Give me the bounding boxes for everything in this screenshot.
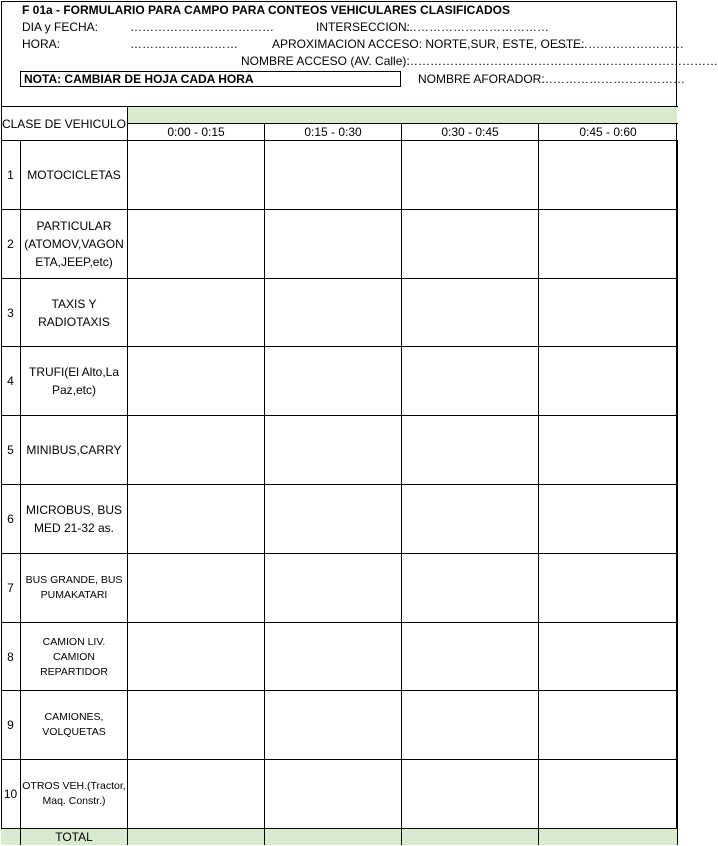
count-cell[interactable] (539, 485, 677, 553)
counter-label: NOMBRE AFORADOR: (418, 72, 545, 86)
row-number: 6 (7, 512, 14, 526)
count-cell[interactable] (128, 485, 264, 553)
row-number: 10 (3, 787, 18, 801)
count-cell[interactable] (265, 279, 401, 347)
count-cell[interactable] (265, 141, 401, 209)
hour-label: HORA: (22, 37, 61, 51)
table-right-line (677, 140, 678, 845)
count-cell[interactable] (402, 347, 538, 415)
interval-header: 0:00 - 0:15 (167, 125, 225, 139)
count-cell[interactable] (539, 347, 677, 415)
count-cell[interactable] (265, 416, 401, 484)
count-cell[interactable] (265, 485, 401, 553)
total-cell[interactable] (402, 829, 538, 845)
vehicle-class-label: CAMIONES, VOLQUETAS (42, 711, 106, 738)
count-cell[interactable] (128, 623, 264, 691)
count-cell[interactable] (402, 279, 538, 347)
count-cell[interactable] (128, 760, 264, 828)
vehicle-class-label: TRUFI(El Alto,La Paz,etc) (28, 365, 120, 397)
total-cell[interactable] (539, 829, 677, 845)
date-label: DIA y FECHA: (22, 20, 99, 34)
count-cell[interactable] (265, 623, 401, 691)
vehicle-class-label: MINIBUS,CARRY (26, 443, 122, 457)
count-cell[interactable] (402, 554, 538, 622)
count-cell[interactable] (128, 416, 264, 484)
count-cell[interactable] (128, 691, 264, 759)
intersection-field[interactable]: ……………………………… (405, 20, 549, 34)
row-number: 2 (7, 237, 14, 251)
vehicle-class-label: MOTOCICLETAS (27, 168, 121, 182)
row-number: 4 (7, 374, 14, 388)
count-cell[interactable] (539, 623, 677, 691)
count-cell[interactable] (128, 279, 264, 347)
vehicle-class-label: CAMION LIV. CAMION REPARTIDOR (40, 635, 108, 678)
interval-header: 0:45 - 0:60 (579, 125, 637, 139)
count-cell[interactable] (402, 691, 538, 759)
count-cell[interactable] (402, 141, 538, 209)
row-number: 1 (7, 168, 14, 182)
vehicle-class-label: BUS GRANDE, BUS PUMAKATARI (25, 574, 123, 601)
row-number: 5 (7, 443, 14, 457)
total-cell[interactable] (128, 829, 264, 845)
approach-field[interactable]: …………………………… (552, 37, 684, 51)
count-cell[interactable] (539, 760, 677, 828)
count-cell[interactable] (402, 416, 538, 484)
date-field[interactable]: ……………………………… (130, 20, 274, 34)
row-number: 7 (7, 581, 14, 595)
count-cell[interactable] (265, 347, 401, 415)
count-cell[interactable] (402, 210, 538, 278)
count-cell[interactable] (265, 760, 401, 828)
vehicle-class-label: PARTICULAR (ATOMOV,VAGON ETA,JEEP,etc) (24, 219, 124, 269)
count-cell[interactable] (128, 210, 264, 278)
count-cell[interactable] (128, 347, 264, 415)
count-cell[interactable] (539, 141, 677, 209)
header-band (127, 107, 677, 123)
vehicle-class-label: MICROBUS, BUS MED 21-32 as. (25, 503, 122, 535)
count-cell[interactable] (539, 554, 677, 622)
count-cell[interactable] (539, 210, 677, 278)
vehicle-class-label: TAXIS Y RADIOTAXIS (38, 297, 110, 329)
hour-field[interactable]: ……………………… (130, 37, 238, 51)
row-number: 9 (7, 718, 14, 732)
count-cell[interactable] (128, 141, 264, 209)
count-cell[interactable] (539, 279, 677, 347)
vehicle-class-label: OTROS VEH.(Tractor, Maq. Constr.) (22, 780, 126, 807)
count-cell[interactable] (539, 691, 677, 759)
approach-label: APROXIMACION ACCESO: NORTE,SUR, ESTE, OESTE: (272, 37, 585, 51)
row-number: 3 (7, 306, 14, 320)
class-header: CLASE DE VEHICULO (1, 116, 127, 131)
count-cell[interactable] (539, 416, 677, 484)
count-cell[interactable] (402, 760, 538, 828)
count-cell[interactable] (402, 623, 538, 691)
count-cell[interactable] (402, 485, 538, 553)
count-cell[interactable] (265, 554, 401, 622)
interval-header: 0:30 - 0:45 (441, 125, 499, 139)
form-title: F 01a - FORMULARIO PARA CAMPO PARA CONTEOS VEHICULARES CLASIFICADOS (22, 3, 511, 17)
counter-field[interactable]: ……………………………… (541, 72, 685, 86)
access-name-label: NOMBRE ACCESO (AV. Calle): (241, 54, 410, 68)
count-cell[interactable] (265, 210, 401, 278)
interval-header: 0:15 - 0:30 (304, 125, 362, 139)
row-number: 8 (7, 650, 14, 664)
count-cell[interactable] (265, 691, 401, 759)
total-cell[interactable] (265, 829, 401, 845)
intersection-label: INTERSECCION: (316, 20, 411, 34)
count-cell[interactable] (128, 554, 264, 622)
access-name-field[interactable]: …………………………………………………………………… (406, 54, 718, 68)
note-box: NOTA: CAMBIAR DE HOJA CADA HORA (20, 71, 401, 87)
total-label: TOTAL (55, 830, 93, 844)
